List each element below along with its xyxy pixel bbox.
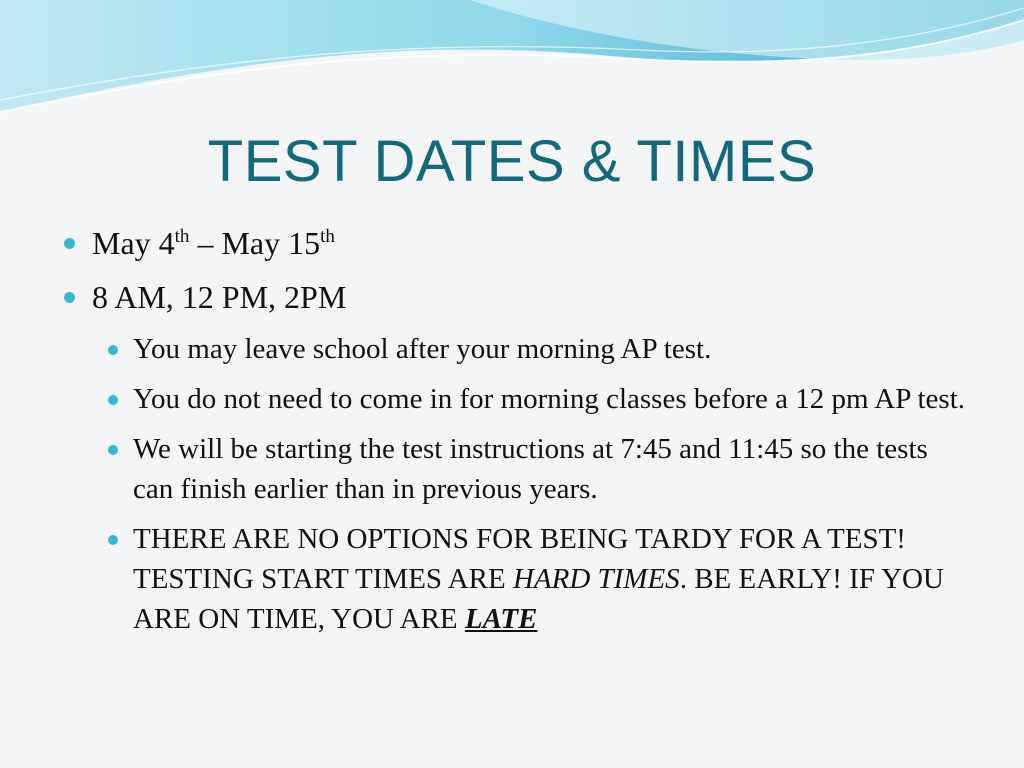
bullet-times: 8 AM, 12 PM, 2PM [62,276,992,318]
late-emphasis: LATE [464,603,538,635]
main-bullet-list [62,222,992,330]
sub-bullet-tardy-warning: THERE ARE NO OPTIONS FOR BEING TARDY FOR A TEST! TESTING START TIMES ARE HARD TIMES. BE EARLY! IF YOU ARE ON TIME, YOU ARE LATE [104,519,974,639]
bullet-dates: May 4th – May 15th [62,222,992,264]
sub-bullet-morning-classes: You do not need to come in for morning classes before a 12 pm AP test. [104,379,974,419]
sub-bullet-leave-school: You may leave school after your morning AP test. [104,329,974,369]
slide-title: TEST DATES & TIMES [207,129,817,194]
header-wave-decoration [0,0,1024,130]
sub-bullet-list [104,329,974,649]
sub-bullet-start-times: We will be starting the test instructions at 7:45 and 11:45 so the tests can finish earlier than in previous years. [104,429,974,509]
